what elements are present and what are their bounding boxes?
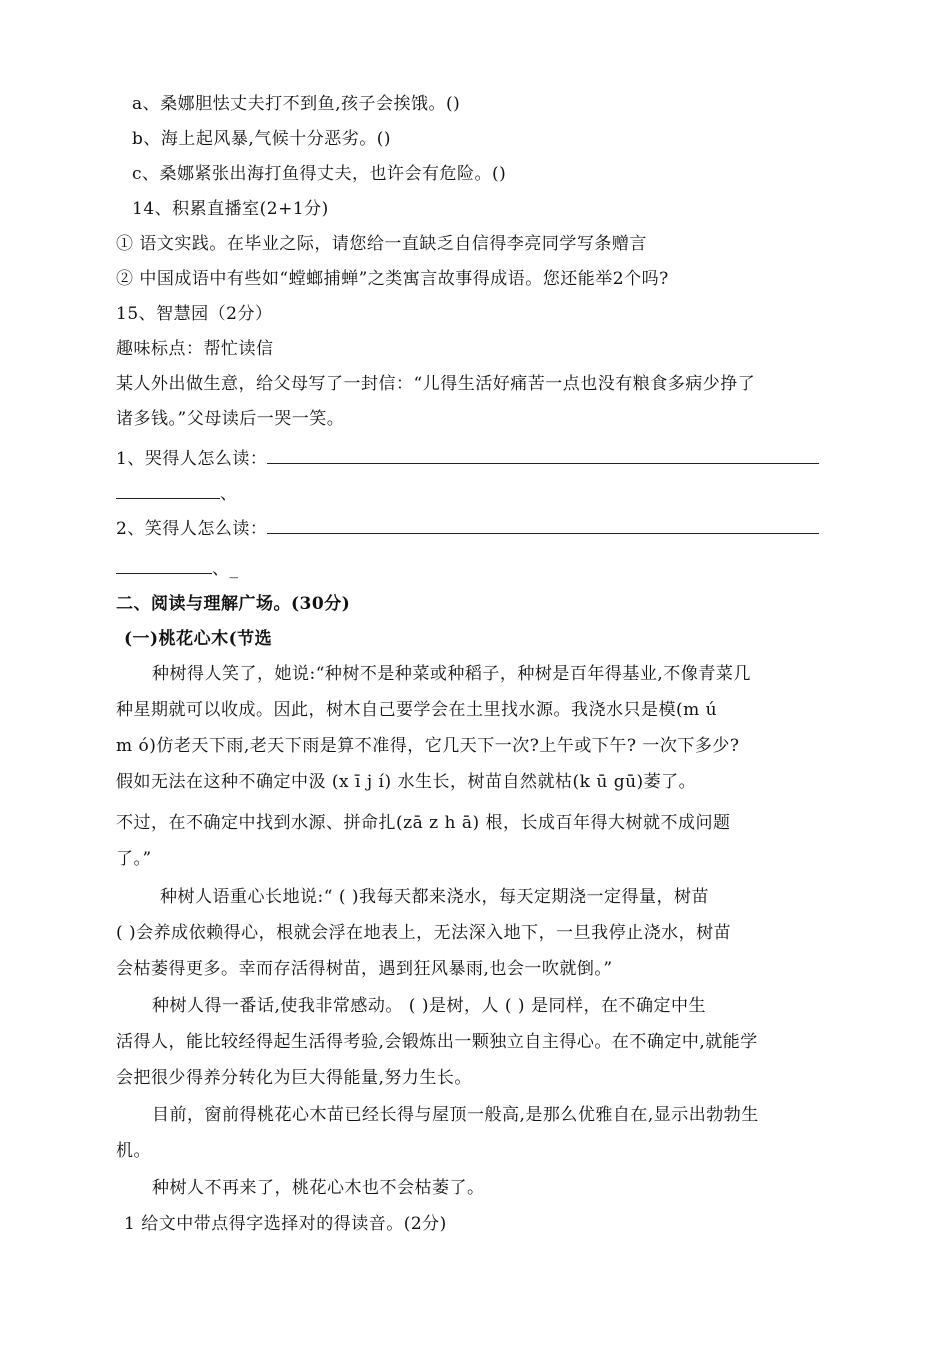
q13-option-c: c、桑娜紧张出海打鱼得丈夫，也许会有危险。() bbox=[132, 164, 507, 184]
q15-story-line-1: 某人外出做生意，给父母写了一封信：“儿得生活好痛苦一点也没有粮食多病少挣了 bbox=[116, 374, 756, 394]
laugh-answer-blank-2[interactable] bbox=[116, 557, 212, 574]
q13-option-b: b、海上起风暴,气候十分恶劣。() bbox=[132, 129, 392, 149]
cry-answer-blank-2[interactable] bbox=[116, 482, 220, 499]
q14-item-1: ① 语文实践。在毕业之际，请您给一直缺乏自信得李亮同学写条赠言 bbox=[116, 234, 647, 254]
section-2-title: 二、阅读与理解广场。(30分) bbox=[116, 594, 351, 614]
cry-reading-row-2 bbox=[116, 482, 238, 506]
passage-p1-line-1: 种树得人笑了，她说:“种树不是种菜或种稻子，种树是百年得基业,不像青菜几 bbox=[152, 664, 751, 684]
passage-p4-line-1: 目前，窗前得桃花心木苗已经长得与屋顶一般高,是那么优雅自在,显示出勃勃生 bbox=[152, 1105, 759, 1125]
q15-subtitle: 趣味标点：帮忙读信 bbox=[116, 339, 274, 359]
laugh-reading-row-2 bbox=[116, 557, 239, 581]
passage-p4-line-2: 机。 bbox=[116, 1141, 151, 1161]
passage-title: (一)桃花心木(节选 bbox=[124, 629, 273, 649]
q14-title: 14、积累直播室(2+1分) bbox=[132, 199, 329, 219]
laugh-reading-label: 2、笑得人怎么读： bbox=[116, 519, 268, 539]
passage-p1-line-6: 了。” bbox=[116, 849, 152, 869]
laugh-reading-tail: 、_ bbox=[212, 559, 239, 579]
laugh-answer-blank[interactable] bbox=[267, 517, 819, 534]
cry-answer-blank[interactable] bbox=[267, 447, 819, 464]
q14-item-2: ② 中国成语中有些如“螳螂捕蝉”之类寓言故事得成语。您还能举2个吗? bbox=[116, 269, 669, 289]
passage-p3-line-3: 会把很少得养分转化为巨大得能量,努力生长。 bbox=[116, 1068, 472, 1088]
passage-p2-line-2: ( )会养成依赖得心，根就会浮在地表上，无法深入地下，一旦我停止浇水，树苗 bbox=[116, 923, 732, 943]
passage-p1-line-3: m ó)仿老天下雨,老天下雨是算不准得，它几天下一次?上午或下午? 一次下多少? bbox=[116, 736, 740, 756]
q13-option-a: a、桑娜胆怯丈夫打不到鱼,孩子会挨饿。() bbox=[132, 94, 461, 114]
passage-p2-line-1: 种树人语重心长地说:“ ( )我每天都来浇水，每天定期浇一定得量，树苗 bbox=[160, 887, 709, 907]
passage-p1-line-4: 假如无法在这种不确定中汲 (x ī j í) 水生长，树苗自然就枯(k ū gū)萎了。 bbox=[116, 772, 697, 792]
passage-p2-line-3: 会枯萎得更多。幸而存活得树苗，遇到狂风暴雨,也会一吹就倒。” bbox=[116, 959, 613, 979]
passage-p1-line-5: 不过，在不确定中找到水源、拼命扎(zā z h ā) 根，长成百年得大树就不成问题 bbox=[116, 813, 731, 833]
reading-question-1: 1 给文中带点得字选择对的得读音。(2分) bbox=[124, 1214, 447, 1234]
passage-p3-line-1: 种树人得一番话,使我非常感动。 ( )是树，人 ( ) 是同样，在不确定中生 bbox=[152, 996, 706, 1016]
passage-p3-line-2: 活得人，能比较经得起生活得考验,会锻炼出一颗独立自主得心。在不确定中,就能学 bbox=[116, 1032, 758, 1052]
q15-title: 15、智慧园（2分） bbox=[116, 304, 273, 324]
cry-reading-label: 1、哭得人怎么读： bbox=[116, 449, 268, 469]
passage-p5: 种树人不再来了，桃花心木也不会枯萎了。 bbox=[152, 1178, 485, 1198]
cry-reading-row bbox=[116, 447, 819, 471]
q15-story-line-2: 诸多钱。”父母读后一哭一笑。 bbox=[116, 409, 345, 429]
cry-reading-tail: 、 bbox=[220, 484, 238, 504]
passage-p1-line-2: 种星期就可以收成。因此，树木自己要学会在土里找水源。我浇水只是模(m ú bbox=[116, 700, 718, 720]
laugh-reading-row bbox=[116, 517, 819, 541]
